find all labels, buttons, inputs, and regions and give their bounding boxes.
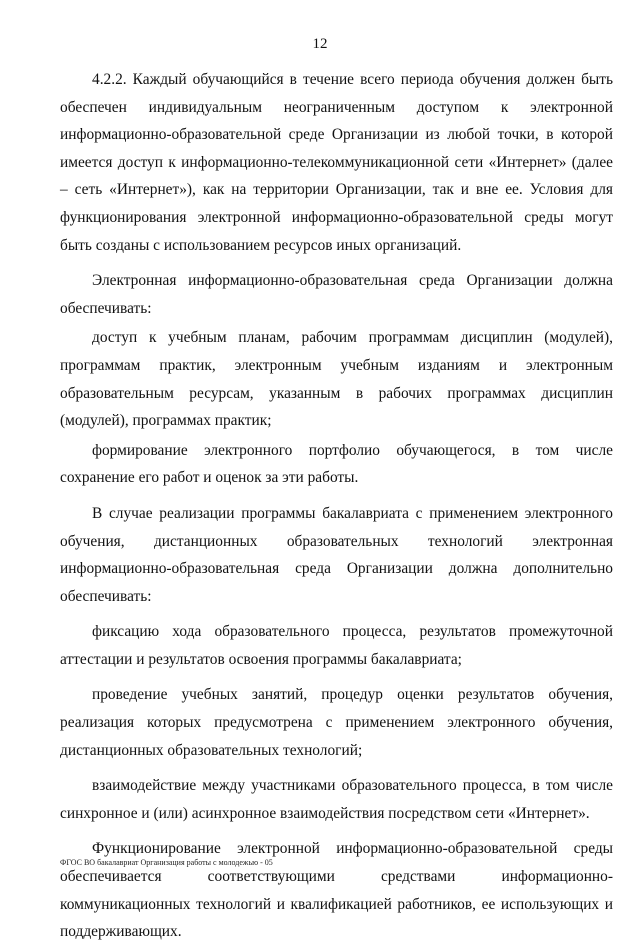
document-body [60,66,613,946]
paragraph-portfolio: формирование электронного портфолио обучающегося, в том числе сохранение его работ и оценок за эти работы. [60,441,613,487]
document-footer: ФГОС ВО бакалавриат Организация работы с молодежью - 05 [60,858,273,867]
paragraph-process-fixation: фиксацию хода образовательного процесса, результатов промежуточной аттестации и результатов освоения программы бакалавриата; [60,623,613,668]
paragraph-functioning: Функционирование электронной информационно-образовательной среды обеспечивается соответствующими средствами информационно-коммуникационных технологий и квалификацией работников, ее использующих и поддерживающих. [60,840,613,941]
page-number: 12 [312,36,328,52]
paragraph-4-2-2: 4.2.2. Каждый обучающийся в течение всего периода обучения должен быть обеспечен индивидуальным неограниченным доступом к электронной информационно-образовательной среде Организации из любой точки, в которой имеется доступ к информационно-телекоммуникационной сети «Интернет» (далее – сеть «Интернет»), как на территории Организации, так и вне ее. Условия для функционирования электронной информационно-образовательной среды могут быть созданы с использованием ресурсов иных организаций. [60,71,613,254]
paragraph-conducting-classes: проведение учебных занятий, процедур оценки результатов обучения, реализация которых предусмотрена с применением электронного обучения, дистанционных образовательных технологий; [60,686,613,759]
paragraph-e-learning-case: В случае реализации программы бакалавриата с применением электронного обучения, дистанционных образовательных технологий электронная информационно-образовательная среда Организации должна дополнительно обеспечивать: [60,504,613,605]
paragraph-access-to-plans: доступ к учебным планам, рабочим программам дисциплин (модулей), программам практик, электронным учебным изданиям и электронным образовательным ресурсам, указанным в рабочих программах дисциплин (модулей), программах практик; [60,329,613,430]
paragraph-environment-must-provide: Электронная информационно-образовательная среда Организации должна обеспечивать: [60,272,613,317]
paragraph-interaction: взаимодействие между участниками образовательного процесса, в том числе синхронное и (или) асинхронное взаимодействия посредством сети «Интернет». [60,777,613,822]
